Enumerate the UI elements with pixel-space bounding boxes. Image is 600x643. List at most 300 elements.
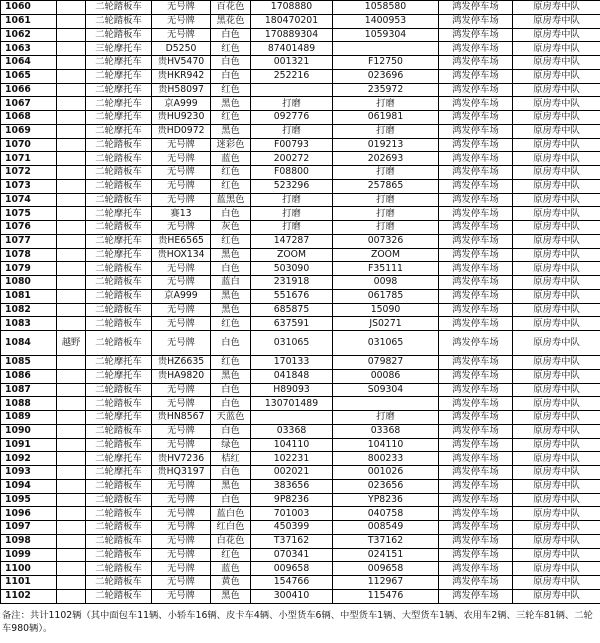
cell-unit: 原房寿中队: [513, 124, 600, 138]
cell-color: 黑色: [211, 289, 251, 303]
cell-unit: 原房寿中队: [513, 317, 600, 331]
cell-unit: 原房寿中队: [513, 438, 600, 452]
cell-number: 1098: [1, 534, 57, 548]
cell-engine-number: 257865: [333, 179, 439, 193]
cell-place: [57, 534, 86, 548]
cell-frame-number: 104110: [251, 438, 333, 452]
cell-storage-location: 鸿发停车场: [439, 562, 513, 576]
cell-unit: 原房寿中队: [513, 83, 600, 97]
cell-vehicle-type: 二轮摩托车: [86, 83, 152, 97]
cell-color: 红色: [211, 111, 251, 125]
cell-storage-location: 鸿发停车场: [439, 356, 513, 370]
cell-frame-number: 打磨: [251, 221, 333, 235]
cell-place: [57, 303, 86, 317]
cell-place: [57, 28, 86, 42]
cell-engine-number: [333, 397, 439, 411]
table-row: [1, 152, 600, 166]
table-row: [1, 138, 600, 152]
cell-color: 黑色: [211, 97, 251, 111]
cell-number: 1071: [1, 152, 57, 166]
cell-frame-number: H89093: [251, 383, 333, 397]
cell-unit: 原房寿中队: [513, 248, 600, 262]
cell-place: [57, 262, 86, 276]
cell-unit: 原房寿中队: [513, 14, 600, 28]
cell-vehicle-type: 二轮踏板车: [86, 331, 152, 356]
footnote: 备注：共计1102辆（其中面包车11辆、小轿车16辆、皮卡车4辆、小型货车6辆、中型货车1辆、大型货车1辆、农用车2辆、三轮车81辆、二轮车980辆）。: [2, 610, 593, 634]
cell-plate: 无号牌: [152, 493, 211, 507]
table-row: [1, 562, 600, 576]
cell-plate: 无号牌: [152, 507, 211, 521]
table-row: [1, 69, 600, 83]
cell-plate: 无号牌: [152, 589, 211, 603]
cell-engine-number: 1058580: [333, 1, 439, 15]
cell-color: 白色: [211, 397, 251, 411]
cell-place: [57, 289, 86, 303]
cell-place: [57, 438, 86, 452]
cell-vehicle-type: 二轮踏板车: [86, 138, 152, 152]
cell-color: 白色: [211, 424, 251, 438]
cell-place: [57, 138, 86, 152]
cell-color: 红色: [211, 166, 251, 180]
cell-number: 1070: [1, 138, 57, 152]
cell-engine-number: 061785: [333, 289, 439, 303]
cell-plate: D5250: [152, 42, 211, 56]
cell-storage-location: 鸿发停车场: [439, 69, 513, 83]
cell-plate: 贵HKR942: [152, 69, 211, 83]
cell-vehicle-type: 二轮踏板车: [86, 152, 152, 166]
cell-vehicle-type: 二轮摩托车: [86, 207, 152, 221]
cell-number: 1087: [1, 383, 57, 397]
cell-unit: 原房寿中队: [513, 262, 600, 276]
cell-storage-location: 鸿发停车场: [439, 83, 513, 97]
cell-engine-number: 0098: [333, 276, 439, 290]
cell-place: [57, 69, 86, 83]
cell-storage-location: 鸿发停车场: [439, 207, 513, 221]
cell-unit: 原房寿中队: [513, 56, 600, 70]
cell-storage-location: 鸿发停车场: [439, 534, 513, 548]
cell-vehicle-type: 二轮踏板车: [86, 221, 152, 235]
cell-engine-number: 打磨: [333, 411, 439, 425]
cell-number: 1080: [1, 276, 57, 290]
cell-plate: 京A999: [152, 97, 211, 111]
cell-frame-number: 637591: [251, 317, 333, 331]
cell-storage-location: 鸿发停车场: [439, 438, 513, 452]
cell-color: 蓝黑色: [211, 193, 251, 207]
cell-place: [57, 383, 86, 397]
cell-storage-location: 鸿发停车场: [439, 221, 513, 235]
table-row: [1, 303, 600, 317]
cell-engine-number: 031065: [333, 331, 439, 356]
cell-plate: 贵HOX134: [152, 248, 211, 262]
cell-plate: 赛13: [152, 207, 211, 221]
table-row: [1, 234, 600, 248]
cell-storage-location: 鸿发停车场: [439, 289, 513, 303]
cell-color: 红色: [211, 42, 251, 56]
table-row: [1, 383, 600, 397]
cell-engine-number: 03368: [333, 424, 439, 438]
cell-frame-number: 092776: [251, 111, 333, 125]
cell-number: 1076: [1, 221, 57, 235]
cell-unit: 原房寿中队: [513, 289, 600, 303]
cell-storage-location: 鸿发停车场: [439, 14, 513, 28]
cell-number: 1073: [1, 179, 57, 193]
cell-storage-location: 鸿发停车场: [439, 303, 513, 317]
cell-vehicle-type: 二轮踏板车: [86, 534, 152, 548]
cell-storage-location: 鸿发停车场: [439, 411, 513, 425]
table-row: [1, 479, 600, 493]
cell-engine-number: ZOOM: [333, 248, 439, 262]
cell-unit: 原房寿中队: [513, 424, 600, 438]
cell-vehicle-type: 二轮踏板车: [86, 317, 152, 331]
cell-color: 黑色: [211, 369, 251, 383]
cell-storage-location: 鸿发停车场: [439, 521, 513, 535]
cell-unit: 原房寿中队: [513, 331, 600, 356]
cell-vehicle-type: 二轮踏板车: [86, 166, 152, 180]
table-row: [1, 369, 600, 383]
cell-vehicle-type: 二轮踏板车: [86, 493, 152, 507]
cell-place: [57, 42, 86, 56]
cell-engine-number: 112967: [333, 576, 439, 590]
cell-color: 白色: [211, 331, 251, 356]
cell-storage-location: 鸿发停车场: [439, 97, 513, 111]
cell-vehicle-type: 二轮踏板车: [86, 1, 152, 15]
cell-storage-location: 鸿发停车场: [439, 424, 513, 438]
cell-number: 1075: [1, 207, 57, 221]
cell-plate: 贵HD0972: [152, 124, 211, 138]
cell-place: [57, 548, 86, 562]
cell-number: 1067: [1, 97, 57, 111]
cell-vehicle-type: 二轮踏板车: [86, 383, 152, 397]
cell-storage-location: 鸿发停车场: [439, 248, 513, 262]
cell-place: [57, 124, 86, 138]
table-row: [1, 356, 600, 370]
table-row: [1, 166, 600, 180]
cell-unit: 原房寿中队: [513, 562, 600, 576]
cell-plate: 贵HZ6635: [152, 356, 211, 370]
cell-color: 迷彩色: [211, 138, 251, 152]
cell-number: 1065: [1, 69, 57, 83]
cell-engine-number: 打磨: [333, 207, 439, 221]
cell-number: 1062: [1, 28, 57, 42]
cell-frame-number: 450399: [251, 521, 333, 535]
cell-storage-location: 鸿发停车场: [439, 397, 513, 411]
cell-frame-number: 170133: [251, 356, 333, 370]
cell-plate: 无号牌: [152, 193, 211, 207]
cell-vehicle-type: 二轮踏板车: [86, 262, 152, 276]
cell-place: [57, 507, 86, 521]
cell-engine-number: 001026: [333, 466, 439, 480]
cell-unit: 原房寿中队: [513, 179, 600, 193]
cell-color: 红白色: [211, 521, 251, 535]
cell-place: [57, 397, 86, 411]
table-row: [1, 438, 600, 452]
cell-storage-location: 鸿发停车场: [439, 111, 513, 125]
cell-place: [57, 14, 86, 28]
cell-color: 黑色: [211, 589, 251, 603]
cell-place: [57, 97, 86, 111]
cell-unit: 原房寿中队: [513, 383, 600, 397]
cell-storage-location: 鸿发停车场: [439, 1, 513, 15]
cell-engine-number: 15090: [333, 303, 439, 317]
cell-engine-number: 061981: [333, 111, 439, 125]
cell-unit: 原房寿中队: [513, 193, 600, 207]
table-row: [1, 207, 600, 221]
table-row: [1, 193, 600, 207]
cell-unit: 原房寿中队: [513, 69, 600, 83]
cell-color: 黑色: [211, 124, 251, 138]
cell-engine-number: 023656: [333, 479, 439, 493]
cell-color: 红色: [211, 234, 251, 248]
cell-plate: 无号牌: [152, 576, 211, 590]
cell-place: [57, 248, 86, 262]
cell-vehicle-type: 二轮踏板车: [86, 576, 152, 590]
cell-number: 1060: [1, 1, 57, 15]
cell-storage-location: 鸿发停车场: [439, 56, 513, 70]
cell-unit: 原房寿中队: [513, 42, 600, 56]
table-row: [1, 124, 600, 138]
cell-number: 1079: [1, 262, 57, 276]
cell-number: 1084: [1, 331, 57, 356]
table-row: [1, 411, 600, 425]
cell-unit: 原房寿中队: [513, 1, 600, 15]
table-row: [1, 1, 600, 15]
cell-frame-number: 9P8236: [251, 493, 333, 507]
cell-color: 红色: [211, 83, 251, 97]
cell-engine-number: [333, 42, 439, 56]
table-row: [1, 42, 600, 56]
cell-number: 1078: [1, 248, 57, 262]
cell-number: 1091: [1, 438, 57, 452]
cell-vehicle-type: 二轮摩托车: [86, 369, 152, 383]
cell-number: 1085: [1, 356, 57, 370]
cell-frame-number: 打磨: [251, 193, 333, 207]
table-row: [1, 424, 600, 438]
cell-plate: 无号牌: [152, 28, 211, 42]
cell-vehicle-type: 二轮摩托车: [86, 452, 152, 466]
cell-storage-location: 鸿发停车场: [439, 152, 513, 166]
cell-number: 1082: [1, 303, 57, 317]
cell-number: 1066: [1, 83, 57, 97]
cell-frame-number: 231918: [251, 276, 333, 290]
cell-engine-number: 104110: [333, 438, 439, 452]
cell-storage-location: 鸿发停车场: [439, 262, 513, 276]
cell-engine-number: 040758: [333, 507, 439, 521]
cell-frame-number: 070341: [251, 548, 333, 562]
table-row: [1, 262, 600, 276]
cell-number: 1074: [1, 193, 57, 207]
cell-plate: 无号牌: [152, 276, 211, 290]
cell-unit: 原房寿中队: [513, 152, 600, 166]
cell-unit: 原房寿中队: [513, 507, 600, 521]
cell-storage-location: 鸿发停车场: [439, 193, 513, 207]
cell-engine-number: 079827: [333, 356, 439, 370]
cell-unit: 原房寿中队: [513, 521, 600, 535]
cell-engine-number: 008549: [333, 521, 439, 535]
cell-frame-number: F00793: [251, 138, 333, 152]
table-row: [1, 589, 600, 603]
cell-storage-location: 鸿发停车场: [439, 234, 513, 248]
cell-engine-number: F12750: [333, 56, 439, 70]
cell-unit: 原房寿中队: [513, 548, 600, 562]
cell-engine-number: 235972: [333, 83, 439, 97]
cell-number: 1083: [1, 317, 57, 331]
cell-storage-location: 鸿发停车场: [439, 276, 513, 290]
cell-place: [57, 83, 86, 97]
cell-frame-number: 002021: [251, 466, 333, 480]
cell-storage-location: 鸿发停车场: [439, 179, 513, 193]
cell-vehicle-type: 二轮摩托车: [86, 56, 152, 70]
table-row: [1, 56, 600, 70]
cell-number: 1072: [1, 166, 57, 180]
cell-frame-number: 300410: [251, 589, 333, 603]
cell-plate: 无号牌: [152, 438, 211, 452]
cell-frame-number: [251, 411, 333, 425]
cell-frame-number: T37162: [251, 534, 333, 548]
table-row: [1, 507, 600, 521]
cell-number: 1086: [1, 369, 57, 383]
cell-vehicle-type: 二轮踏板车: [86, 179, 152, 193]
cell-vehicle-type: 二轮踏板车: [86, 507, 152, 521]
cell-place: [57, 207, 86, 221]
cell-place: [57, 193, 86, 207]
cell-unit: 原房寿中队: [513, 369, 600, 383]
cell-place: [57, 276, 86, 290]
cell-plate: 无号牌: [152, 221, 211, 235]
cell-storage-location: 鸿发停车场: [439, 479, 513, 493]
cell-frame-number: [251, 83, 333, 97]
cell-storage-location: 鸿发停车场: [439, 317, 513, 331]
table-row: [1, 331, 600, 356]
cell-number: 1090: [1, 424, 57, 438]
cell-plate: 无号牌: [152, 479, 211, 493]
cell-unit: 原房寿中队: [513, 138, 600, 152]
cell-engine-number: 115476: [333, 589, 439, 603]
cell-place: [57, 166, 86, 180]
cell-vehicle-type: 二轮踏板车: [86, 548, 152, 562]
cell-frame-number: 170889304: [251, 28, 333, 42]
cell-frame-number: 001321: [251, 56, 333, 70]
cell-color: 黑色: [211, 248, 251, 262]
cell-number: 1081: [1, 289, 57, 303]
cell-color: 白色: [211, 493, 251, 507]
table-row: [1, 452, 600, 466]
cell-vehicle-type: 二轮摩托车: [86, 69, 152, 83]
cell-storage-location: 鸿发停车场: [439, 124, 513, 138]
cell-color: 绿色: [211, 438, 251, 452]
cell-vehicle-type: 二轮踏板车: [86, 14, 152, 28]
cell-unit: 原房寿中队: [513, 97, 600, 111]
cell-plate: 无号牌: [152, 331, 211, 356]
cell-engine-number: YP8236: [333, 493, 439, 507]
cell-engine-number: F35111: [333, 262, 439, 276]
cell-frame-number: 147287: [251, 234, 333, 248]
table-row: [1, 111, 600, 125]
cell-place: [57, 521, 86, 535]
cell-frame-number: 523296: [251, 179, 333, 193]
cell-unit: 原房寿中队: [513, 276, 600, 290]
cell-number: 1093: [1, 466, 57, 480]
cell-storage-location: 鸿发停车场: [439, 28, 513, 42]
cell-engine-number: 007326: [333, 234, 439, 248]
cell-unit: 原房寿中队: [513, 479, 600, 493]
cell-unit: 原房寿中队: [513, 493, 600, 507]
cell-frame-number: 130701489: [251, 397, 333, 411]
cell-frame-number: 551676: [251, 289, 333, 303]
cell-frame-number: 打磨: [251, 97, 333, 111]
cell-color: 黑色: [211, 479, 251, 493]
cell-color: 桔红: [211, 452, 251, 466]
cell-color: 红色: [211, 179, 251, 193]
cell-plate: 无号牌: [152, 562, 211, 576]
cell-vehicle-type: 二轮踏板车: [86, 479, 152, 493]
cell-color: 白色: [211, 56, 251, 70]
cell-color: 白色: [211, 207, 251, 221]
cell-storage-location: 鸿发停车场: [439, 576, 513, 590]
cell-storage-location: 鸿发停车场: [439, 466, 513, 480]
cell-unit: 原房寿中队: [513, 534, 600, 548]
table-row: [1, 493, 600, 507]
cell-vehicle-type: 二轮踏板车: [86, 438, 152, 452]
table-row: [1, 97, 600, 111]
cell-color: 黑花色: [211, 14, 251, 28]
cell-vehicle-type: 二轮摩托车: [86, 111, 152, 125]
cell-frame-number: 03368: [251, 424, 333, 438]
cell-number: 1092: [1, 452, 57, 466]
cell-color: 蓝色: [211, 562, 251, 576]
cell-plate: 贵HE6565: [152, 234, 211, 248]
cell-place: [57, 479, 86, 493]
cell-plate: 无号牌: [152, 179, 211, 193]
cell-frame-number: 701003: [251, 507, 333, 521]
cell-storage-location: 鸿发停车场: [439, 548, 513, 562]
cell-place: 越野: [57, 331, 86, 356]
cell-number: 1099: [1, 548, 57, 562]
cell-storage-location: 鸿发停车场: [439, 369, 513, 383]
cell-frame-number: 383656: [251, 479, 333, 493]
cell-vehicle-type: 二轮踏板车: [86, 289, 152, 303]
cell-plate: 贵HQ3197: [152, 466, 211, 480]
cell-frame-number: 154766: [251, 576, 333, 590]
cell-frame-number: 87401489: [251, 42, 333, 56]
table-row: [1, 14, 600, 28]
cell-vehicle-type: 二轮踏板车: [86, 397, 152, 411]
cell-place: [57, 576, 86, 590]
cell-number: 1096: [1, 507, 57, 521]
cell-color: 红色: [211, 356, 251, 370]
cell-place: [57, 234, 86, 248]
cell-place: [57, 179, 86, 193]
cell-unit: 原房寿中队: [513, 576, 600, 590]
cell-color: 百花色: [211, 1, 251, 15]
cell-vehicle-type: 二轮踏板车: [86, 521, 152, 535]
cell-place: [57, 466, 86, 480]
cell-frame-number: 打磨: [251, 124, 333, 138]
cell-engine-number: S09304: [333, 383, 439, 397]
cell-vehicle-type: 二轮摩托车: [86, 234, 152, 248]
cell-number: 1095: [1, 493, 57, 507]
cell-plate: 无号牌: [152, 424, 211, 438]
cell-frame-number: 252216: [251, 69, 333, 83]
cell-engine-number: 打磨: [333, 97, 439, 111]
cell-frame-number: 031065: [251, 331, 333, 356]
cell-number: 1100: [1, 562, 57, 576]
cell-number: 1088: [1, 397, 57, 411]
cell-frame-number: 180470201: [251, 14, 333, 28]
cell-unit: 原房寿中队: [513, 397, 600, 411]
cell-plate: 贵HU9230: [152, 111, 211, 125]
cell-vehicle-type: 二轮摩托车: [86, 411, 152, 425]
cell-storage-location: 鸿发停车场: [439, 166, 513, 180]
